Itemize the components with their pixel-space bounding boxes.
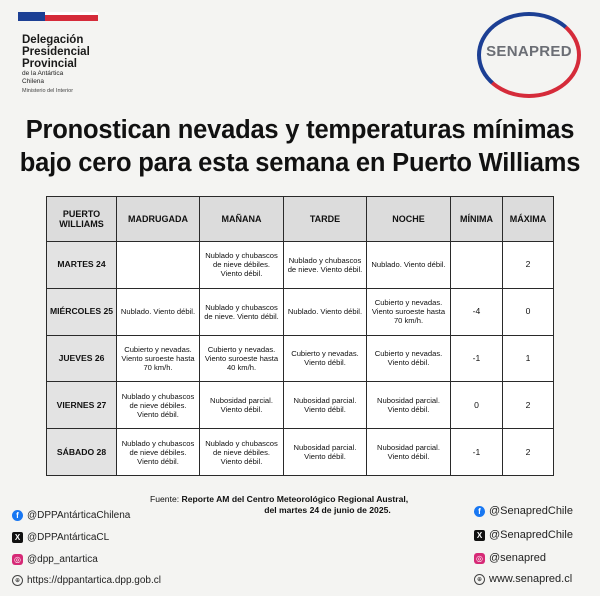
cell-minima: -1 — [451, 429, 503, 476]
cell-minima: -4 — [451, 288, 503, 335]
chile-flag-bar — [18, 12, 98, 21]
globe-icon: ⊕ — [474, 574, 485, 585]
source-line-2: del martes 24 de junio de 2025. — [264, 505, 391, 515]
cell-manana: Cubierto y nevadas. Viento suroeste hasta 40 km/h. — [200, 335, 284, 382]
header-madrugada: MADRUGADA — [117, 197, 200, 242]
website-url: www.senapred.cl — [489, 573, 573, 585]
cell-tarde: Nubosidad parcial. Viento débil. — [284, 382, 367, 429]
cell-manana: Nublado y chubascos de nieve débiles. Viento débil. — [200, 242, 284, 289]
senapred-logo-text: SENAPRED — [486, 43, 572, 60]
social-handle: @dpp_antartica — [27, 554, 98, 565]
cell-noche: Nubosidad parcial. Viento débil. — [367, 382, 451, 429]
social-instagram-senapred[interactable] — [474, 552, 546, 564]
cell-madrugada — [117, 242, 200, 289]
facebook-icon: f — [474, 506, 485, 517]
social-facebook-senapred[interactable] — [474, 505, 573, 517]
senapred-logo — [477, 12, 581, 96]
social-handle: @SenapredChile — [489, 505, 573, 517]
org-line-4: de la Antártica — [22, 70, 64, 77]
link-senapred-website[interactable] — [474, 573, 572, 585]
cell-manana: Nublado y chubascos de nieve débiles. Viento débil. — [200, 429, 284, 476]
org-line-5: Chilena — [22, 78, 45, 85]
cell-maxima: 2 — [503, 242, 554, 289]
facebook-icon: f — [12, 510, 23, 521]
header-manana: MAÑANA — [200, 197, 284, 242]
header-noche: NOCHE — [367, 197, 451, 242]
cell-minima: 0 — [451, 382, 503, 429]
source-label: Fuente: — [150, 494, 180, 504]
cell-tarde: Nublado. Viento débil. — [284, 288, 367, 335]
org-line-3: Provincial — [22, 58, 77, 70]
table-row — [47, 382, 554, 429]
cell-maxima: 2 — [503, 382, 554, 429]
social-handle: @SenapredChile — [489, 529, 573, 541]
flag-red-stripe — [45, 15, 98, 21]
header-maxima: MÁXIMA — [503, 197, 554, 242]
org-line-2: Presidencial — [22, 46, 90, 58]
header-tarde: TARDE — [284, 197, 367, 242]
row-day: JUEVES 26 — [47, 335, 117, 382]
org-line-1: Delegación — [22, 34, 84, 46]
instagram-icon: ◎ — [12, 554, 23, 565]
row-day: MARTES 24 — [47, 242, 117, 289]
cell-noche: Cubierto y nevadas. Viento suroeste hasta 70 km/h. — [367, 288, 451, 335]
delegacion-logo-text — [22, 34, 90, 95]
table-row — [47, 335, 554, 382]
row-day: VIERNES 27 — [47, 382, 117, 429]
x-icon: X — [12, 532, 23, 543]
cell-madrugada: Nublado y chubascos de nieve débiles. Viento débil. — [117, 382, 200, 429]
flag-blue-block — [18, 12, 45, 21]
table-row — [47, 242, 554, 289]
cell-tarde: Nublado y chubascos de nieve. Viento débil. — [284, 242, 367, 289]
page-title — [0, 114, 600, 180]
x-icon: X — [474, 530, 485, 541]
table-header-row — [47, 197, 554, 242]
row-day: MIÉRCOLES 25 — [47, 288, 117, 335]
table-row — [47, 288, 554, 335]
header-location: PUERTO WILLIAMS — [47, 197, 117, 242]
cell-minima — [451, 242, 503, 289]
cell-maxima: 1 — [503, 335, 554, 382]
social-handle: @DPPAntárticaCL — [27, 532, 110, 543]
source-line-1: Reporte AM del Centro Meteorológico Regional Austral, — [181, 494, 409, 504]
cell-noche: Cubierto y nevadas. Viento débil. — [367, 335, 451, 382]
globe-icon: ⊕ — [12, 575, 23, 586]
link-dpp-website[interactable] — [12, 575, 161, 586]
cell-tarde: Cubierto y nevadas. Viento débil. — [284, 335, 367, 382]
cell-madrugada: Cubierto y nevadas. Viento suroeste hasta 70 km/h. — [117, 335, 200, 382]
table-row — [47, 429, 554, 476]
social-facebook-dpp[interactable] — [12, 510, 130, 521]
social-handle: @DPPAntárticaChilena — [27, 510, 131, 521]
title-line-1: Pronostican nevadas y temperaturas mínimas — [25, 116, 575, 144]
cell-maxima: 2 — [503, 429, 554, 476]
social-x-senapred[interactable] — [474, 529, 573, 541]
instagram-icon: ◎ — [474, 553, 485, 564]
cell-madrugada: Nublado y chubascos de nieve débiles. Viento débil. — [117, 429, 200, 476]
social-x-dpp[interactable] — [12, 532, 109, 543]
cell-noche: Nublado. Viento débil. — [367, 242, 451, 289]
row-day: SÁBADO 28 — [47, 429, 117, 476]
cell-noche: Nubosidad parcial. Viento débil. — [367, 429, 451, 476]
cell-madrugada: Nublado. Viento débil. — [117, 288, 200, 335]
cell-maxima: 0 — [503, 288, 554, 335]
social-instagram-dpp[interactable] — [12, 554, 98, 565]
cell-manana: Nublado y chubascos de nieve. Viento débil. — [200, 288, 284, 335]
header-minima: MÍNIMA — [451, 197, 503, 242]
social-handle: @senapred — [489, 552, 547, 564]
cell-manana: Nubosidad parcial. Viento débil. — [200, 382, 284, 429]
cell-minima: -1 — [451, 335, 503, 382]
website-url: https://dppantartica.dpp.gob.cl — [27, 575, 161, 586]
ministry-label: Ministerio del Interior — [22, 88, 74, 94]
title-line-2: bajo cero para esta semana en Puerto Williams — [19, 149, 581, 177]
source-note — [150, 494, 450, 516]
cell-tarde: Nubosidad parcial. Viento débil. — [284, 429, 367, 476]
forecast-table — [46, 196, 554, 476]
